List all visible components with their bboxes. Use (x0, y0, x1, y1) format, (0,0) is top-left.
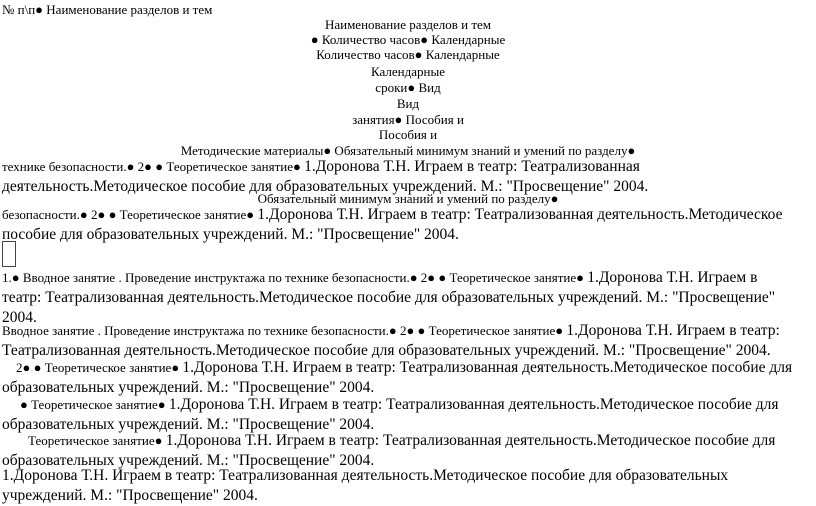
header-line: № п\п● Наименование разделов и тем (2, 2, 213, 17)
row-5-text-2: образовательных учреждений. М.: "Просвещение" 2004. (2, 379, 375, 396)
row-2-text-1: 1.Доронова Т.Н. Играем в театр: Театрализованная деятельность.Методическое (257, 206, 783, 223)
row-3-text-1: 1.Доронова Т.Н. Играем в (587, 269, 758, 286)
row-2-text-2: пособие для образовательных учреждений. М.: "Просвещение" 2004. (2, 226, 459, 243)
row-6 (2, 395, 810, 435)
center-line-7: занятия● Пособия и (352, 112, 464, 127)
row-7 (2, 431, 810, 471)
center-line-4: Календарные (371, 64, 445, 79)
row-4 (2, 321, 810, 361)
row-2-small: безопасности.● 2● ● Теоретическое занятие● (2, 207, 258, 222)
row-7-text-2: образовательных учреждений. М.: "Просвещение" 2004. (2, 452, 375, 469)
row-4-text-1: 1.Доронова Т.Н. Играем в театр: (566, 322, 780, 339)
row-1-small: технике безопасности.● 2● ● Теоретическое занятие● (2, 159, 305, 174)
empty-checkbox[interactable] (2, 241, 16, 267)
row-7-small: Теоретическое занятие● (28, 433, 166, 448)
row-5-text-1: 1.Доронова Т.Н. Играем в театр: Театрализованная деятельность.Методическое пособие для (182, 359, 793, 376)
row-4-small: Вводное занятие . Проведение инструктажа по технике безопасности.● 2● ● Теоретическое занятие● (2, 323, 567, 338)
row-8-text-2: учреждений. М.: "Просвещение" 2004. (2, 487, 258, 504)
row-8 (2, 466, 810, 506)
center-line-5: сроки● Вид (375, 80, 441, 95)
row-6-small: ● Теоретическое занятие● (20, 397, 169, 412)
center-line-2: ● Количество часов● Календарные (310, 32, 506, 47)
row-4-text-2: Театрализованная деятельность.Методическое пособие для образовательных учреждений. М.: "Просвещение" 2004. (2, 342, 771, 359)
row-7-text-1: 1.Доронова Т.Н. Играем в театр: Театрализованная деятельность.Методическое пособие для (165, 432, 776, 449)
row-1-text-1: 1.Доронова Т.Н. Играем в театр: Театрализованная (304, 158, 640, 175)
row-5 (2, 358, 810, 398)
center-line-6: Вид (396, 96, 420, 111)
row-1-text-2: деятельность.Методическое пособие для образовательных учреждений. М.: "Просвещение" 2004. (2, 178, 649, 195)
row-8-text-1: 1.Доронова Т.Н. Играем в театр: Театрализованная деятельность.Методическое пособие для образовательных (2, 467, 729, 484)
center-line-3: Количество часов● Календарные (316, 47, 500, 62)
row-2-center: Обязательный минимум знаний и умений по разделу● (257, 191, 559, 206)
row-5-small: 2● ● Теоретическое занятие● (16, 360, 183, 375)
center-line-9: Методические материалы● Обязательный минимум знаний и умений по разделу● (180, 143, 636, 158)
row-6-text-2: образовательных учреждений. М.: "Просвещение" 2004. (2, 416, 375, 433)
row-3-text-3: 2004. (2, 309, 37, 326)
center-line-8: Пособия и (378, 127, 438, 142)
row-3-small: 1.● Вводное занятие . Проведение инструктажа по технике безопасности.● 2● ● Теоретическое занятие● (2, 270, 588, 285)
row-6-text-1: 1.Доронова Т.Н. Играем в театр: Театрализованная деятельность.Методическое пособие для (168, 396, 779, 413)
row-3 (2, 268, 810, 328)
row-2 (2, 205, 810, 245)
center-line-1: Наименование разделов и тем (324, 17, 492, 32)
row-3-text-2: театр: Театрализованная деятельность.Методическое пособие для образовательных учреждений. М.: "Просвещение" (2, 289, 776, 306)
